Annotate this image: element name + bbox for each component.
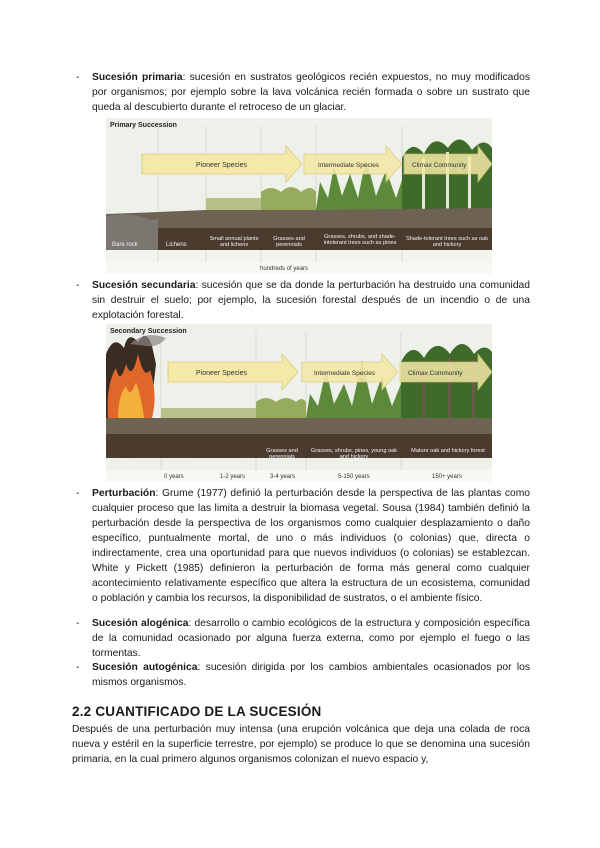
definition-autogenic-succession: : sucesión dirigida por los cambios ambientales ocasionados por los mismos organismos. (92, 662, 530, 688)
timescale-label: hundreds of years (260, 266, 309, 272)
primary-succession-illustration (106, 118, 492, 274)
stage-label: Grasses, shrubs, and shade-intolerant trees such as pines (323, 234, 397, 247)
definition-allogenic-succession: : desarrollo o cambio ecológicos de la estructura y composición específica de la comunidad ocasionado por alguna fuerza externa, como por ejemplo el fuego o las tormentas. (92, 618, 530, 659)
section-paragraph: Después de una perturbación muy intensa (una erupción volcánica que deja una colada de roca nueva y estéril en la superficie terrestre, por ejemplo) se produce lo que se denomina una sucesión primaria, en la cual primero algunos organismos colonizan el nuevo espacio y, (72, 724, 530, 765)
stage-label: Grasses, shrubs, pines, young oak and hickory (310, 448, 398, 461)
time-label: 1-2 years (220, 474, 246, 480)
stage-label-wrap (404, 236, 490, 258)
definition-primary-succession: : sucesión en sustratos geológicos recién expuestos, no muy modificados por organismos; por ejemplo sobre la lava volcánica recién formada o sobre un sustrato que queda al descubierto durante el retroceso de un glaciar. (92, 72, 530, 113)
arrow-label-climax: Climax Community (408, 370, 463, 377)
stage-label: Fire (120, 460, 131, 466)
bullet-dash: - (76, 618, 80, 629)
bullet-dash: - (76, 662, 80, 673)
stage-label-wrap (308, 448, 400, 470)
list-item-allogenic-succession (76, 616, 530, 661)
list-item-autogenic-succession (76, 660, 530, 690)
stage-label: Grasses and perennials (273, 236, 305, 249)
secondary-succession-figure (106, 324, 492, 482)
secondary-succession-illustration (106, 324, 492, 482)
stage-label: Annual plants (198, 460, 235, 466)
stage-label-wrap (207, 236, 261, 258)
bullet-dash: - (76, 488, 80, 499)
time-label: 5-150 years (338, 474, 370, 480)
arrow-label-climax: Climax Community (412, 162, 467, 169)
definition-secondary-succession: : sucesión que se da donde la perturbación ha destruido una comunidad sin destruir el suelo; por ejemplo, la sucesión forestal después de un incendio o de una explotación forestal. (92, 280, 530, 321)
time-label: 150+ years (432, 474, 462, 480)
definition-disturbance: : Grume (1977) definió la perturbación desde la perspectiva de las plantas como cualquier proceso que las limita a destruir la biomasa vegetal. Sousa (1984) también definió la perturbación desde la perspectiva de los organismos como cualquier desplazamiento o daño específico, puntualmente mortal, de uno o más individuos (o colonias) que, directa o indirectamente, crea una oportunidad para que nuevos individuos (o colonias) se establezcan. White y Pickett (1985) definieron la perturbación de forma más general como cualquier acontecimiento relativamente específico que altera la estructura de un ecosistema, comunidad o población y cambia los recursos, la disponibilidad de sustratos, o el ambiente físico. (92, 488, 530, 604)
arrow-label-pioneer: Pioneer Species (196, 370, 247, 377)
bullet-dash: - (76, 72, 80, 83)
arrow-label-pioneer: Pioneer Species (196, 162, 247, 169)
term-allogenic-succession: Sucesión alogénica (92, 618, 189, 629)
figure-title: Secondary Succession (110, 328, 187, 335)
arrow-label-intermediate: Intermediate Species (318, 162, 380, 169)
list-item-disturbance (76, 486, 530, 606)
stage-label: Shade-tolerant trees such as oak and hickory (405, 236, 489, 249)
stage-label: Bare rock (112, 242, 138, 248)
stage-label-wrap (406, 448, 490, 470)
stage-label: Mature oak and hickory forest (411, 448, 485, 454)
term-autogenic-succession: Sucesión autogénica (92, 662, 198, 673)
stage-label: Grasses and perennials (266, 448, 298, 461)
stage-label-wrap (318, 234, 402, 260)
term-disturbance: Perturbación (92, 488, 156, 499)
stage-label: Small annual plants and lichens (209, 236, 259, 249)
stage-label: Lichens (166, 242, 187, 248)
list-item-primary-succession (76, 70, 530, 115)
primary-succession-figure (106, 118, 492, 274)
list-item-secondary-succession (76, 278, 530, 323)
arrow-label-intermediate: Intermediate Species (314, 370, 376, 377)
stage-label-wrap (262, 236, 316, 258)
term-primary-succession: Sucesión primaria (92, 72, 183, 83)
bullet-dash: - (76, 280, 80, 291)
figure-title: Primary Succession (110, 122, 177, 129)
term-secondary-succession: Sucesión secundaria (92, 280, 196, 291)
time-label: 3-4 years (270, 474, 296, 480)
time-label: 0 years (164, 474, 184, 480)
stage-label-wrap (257, 448, 307, 470)
section-heading: 2.2 CUANTIFICADO DE LA SUCESIÓN (72, 704, 322, 719)
